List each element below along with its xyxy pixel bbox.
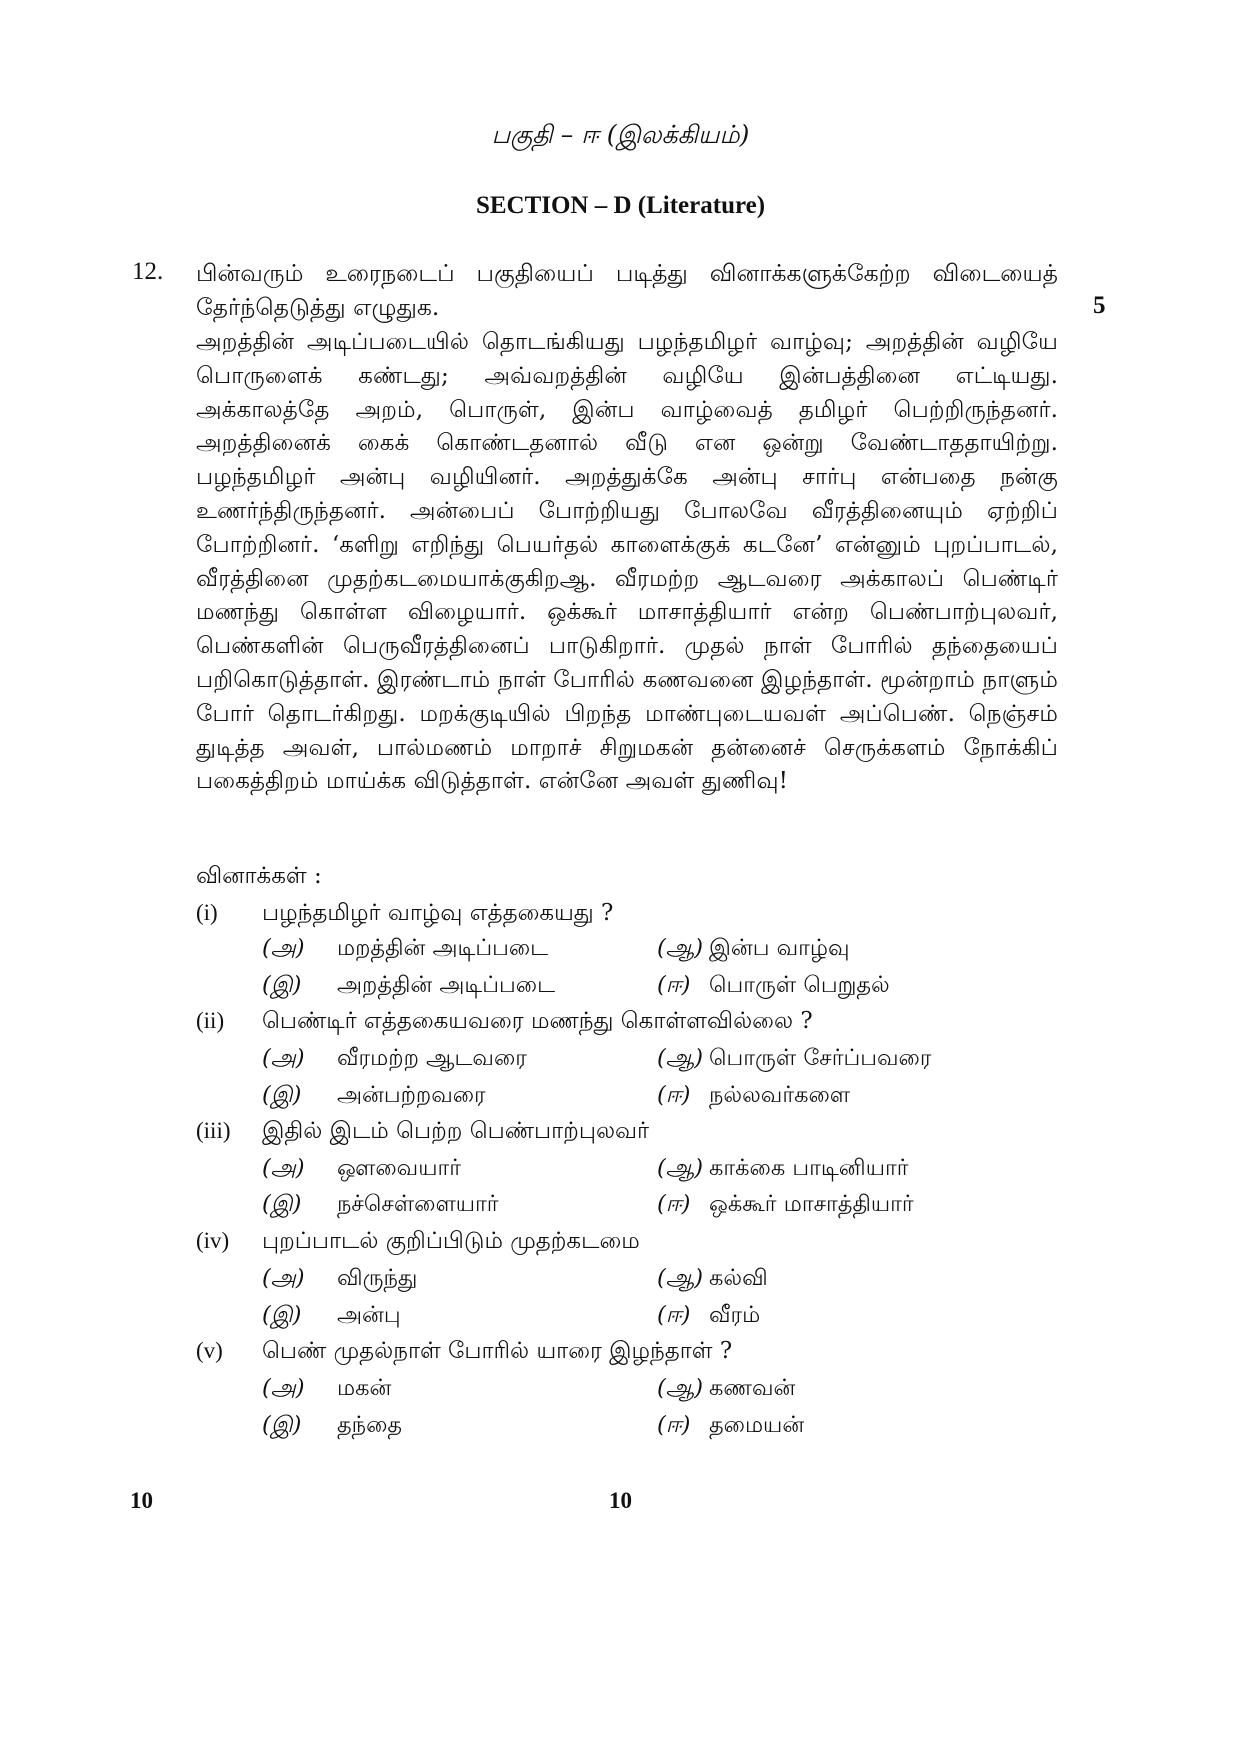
section-title-english: SECTION – D (Literature): [475, 192, 766, 219]
subquestion-text: பெண் முதல்நாள் போரில் யாரை இழந்தாள் ?: [262, 1338, 733, 1364]
option-label: (இ): [262, 1191, 302, 1217]
option-label: (ஆ): [657, 1375, 704, 1401]
subquestion-number: (ii): [196, 1008, 225, 1033]
option-text: மகன்: [337, 1375, 392, 1401]
subquestion-text: புறப்பாடல் குறிப்பிடும் முதற்கடமை: [262, 1228, 640, 1254]
option-label: (அ): [262, 1045, 305, 1071]
option-text: ஔவையார்: [337, 1155, 461, 1181]
subquestion: [196, 1228, 1096, 1262]
question-instruction: பின்வரும் உரைநடைப் பகுதியைப் படித்து வினாக்களுக்கேற்ற விடையைத் தேர்ந்தெடுத்து எழுதுக.: [196, 259, 1058, 321]
subquestion-number: (iii): [196, 1118, 231, 1143]
option-label: (இ): [262, 972, 302, 998]
option-label: (ஈ): [657, 972, 691, 998]
option-text: வீரம்: [709, 1302, 761, 1328]
subquestion: [196, 1008, 1096, 1042]
option-label: (ஆ): [657, 1155, 704, 1181]
question-number: 12.: [132, 258, 164, 285]
option-text: ஒக்கூர் மாசாத்தியார்: [709, 1191, 914, 1217]
option-label: (ஆ): [657, 1265, 704, 1291]
option-text: பொருள் சேர்ப்பவரை: [709, 1045, 932, 1071]
option-text: விருந்து: [337, 1265, 418, 1291]
option-text: கணவன்: [709, 1375, 796, 1401]
option-label: (அ): [262, 1155, 305, 1181]
subquestion-number: (i): [196, 900, 218, 925]
option-text: காக்கை பாடினியார்: [709, 1155, 909, 1181]
option-label: (அ): [262, 1265, 305, 1291]
subquestion-text: பெண்டிர் எத்தகையவரை மணந்து கொள்ளவில்லை ?: [262, 1008, 813, 1034]
option-text: கல்வி: [709, 1265, 768, 1291]
option-text: இன்ப வாழ்வு: [709, 935, 850, 961]
section-title-tamil: பகுதி – ஈ (இலக்கியம்): [491, 120, 750, 149]
subquestion-text: பழந்தமிழர் வாழ்வு எத்தகையது ?: [262, 900, 614, 926]
option-label: (இ): [262, 1412, 302, 1438]
option-text: தந்தை: [337, 1412, 403, 1438]
option-label: (ஈ): [657, 1082, 691, 1108]
option-label: (அ): [262, 935, 305, 961]
option-label: (ஆ): [657, 935, 704, 961]
option-text: வீரமற்ற ஆடவரை: [337, 1045, 527, 1071]
page-number: 10: [609, 1488, 632, 1513]
option-text: தமையன்: [709, 1412, 805, 1438]
option-label: (அ): [262, 1375, 305, 1401]
option-label: (இ): [262, 1302, 302, 1328]
option-text: அன்பற்றவரை: [337, 1082, 486, 1108]
option-text: பொருள் பெறுதல்: [709, 972, 890, 998]
subquestion: [196, 1118, 1096, 1152]
subquestion-number: (v): [196, 1338, 223, 1363]
option-label: (இ): [262, 1082, 302, 1108]
subquestion-text: இதில் இடம் பெற்ற பெண்பாற்புலவர்: [262, 1118, 650, 1144]
option-label: (ஆ): [657, 1045, 704, 1071]
subquestion: [196, 1338, 1096, 1372]
option-text: நச்செள்ளையார்: [337, 1191, 499, 1217]
reading-passage: அறத்தின் அடிப்படையில் தொடங்கியது பழந்தமிழர் வாழ்வு; அறத்தின் வழியே பொருளைக் கண்டது; அவ்வறத்தின் வழியே இன்பத்தினை எட்டியது. அக்காலத்தே அறம், பொருள், இன்ப வாழ்வைத் தமிழர் பெற்றிருந்தனர். அறத்தினைக் கைக் கொண்டதனால் வீடு என ஒன்று வேண்டாததாயிற்று. பழந்தமிழர் அன்பு வழியினர். அறத்துக்கே அன்பு சார்பு என்பதை நன்கு உணர்ந்திருந்தனர். அன்பைப் போற்றியது போலவே வீரத்தினையும் ஏற்றிப் போற்றினர். ‘களிறு எறிந்து பெயர்தல் காளைக்குக் கடனே’ என்னும் புறப்பாடல், வீரத்தினை முதற்கடமையாக்குகிறஆ. வீரமற்ற ஆடவரை அக்காலப் பெண்டிர் மணந்து கொள்ள விழையார். ஒக்கூர் மாசாத்தியார் என்ற பெண்பாற்புலவர், பெண்களின் பெருவீரத்தினைப் பாடுகிறார். முதல் நாள் போரில் தந்தையைப் பறிகொடுத்தாள். இரண்டாம் நாள் போரில் கணவனை இழந்தாள். மூன்றாம் நாளும் போர் தொடர்கிறது. மறக்குடியில் பிறந்த மாண்புடையவள் அப்பெண். நெஞ்சம் துடித்த அவள், பால்மணம் மாறாச் சிறுமகன் தன்னைச் செருக்களம் நோக்கிப் பகைத்திறம் மாய்க்க விடுத்தாள். என்னே அவள் துணிவு!: [196, 328, 1058, 795]
option-label: (ஈ): [657, 1191, 691, 1217]
subquestion-number: (iv): [196, 1228, 230, 1253]
option-text: அன்பு: [337, 1302, 401, 1328]
subquestion: [196, 900, 1096, 934]
option-label: (ஈ): [657, 1302, 691, 1328]
option-label: (ஈ): [657, 1412, 691, 1438]
question-marks: 5: [1093, 292, 1106, 319]
questions-heading: வினாக்கள் :: [196, 863, 322, 889]
footer-left-number: 10: [130, 1488, 153, 1513]
option-text: மறத்தின் அடிப்படை: [337, 935, 549, 961]
option-text: அறத்தின் அடிப்படை: [337, 972, 555, 998]
option-text: நல்லவர்களை: [709, 1082, 851, 1108]
